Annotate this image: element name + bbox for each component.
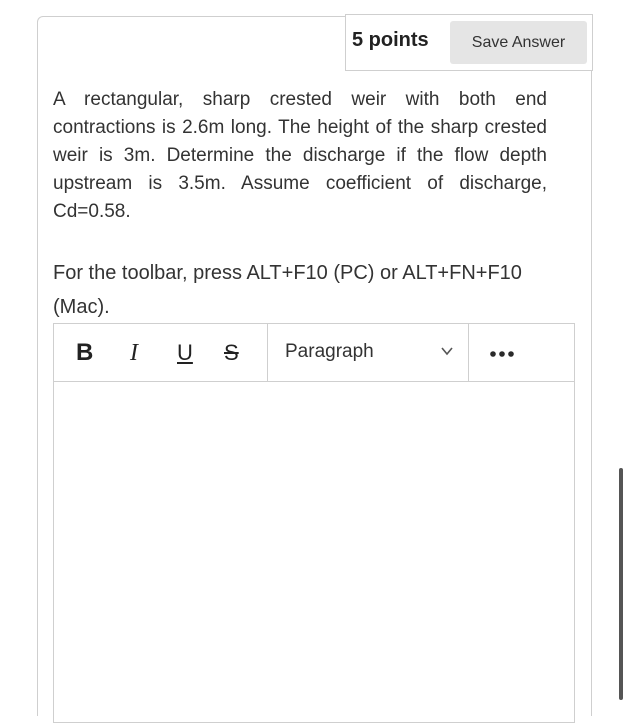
save-answer-button[interactable]: Save Answer bbox=[450, 21, 587, 64]
underline-button[interactable]: U bbox=[177, 340, 193, 365]
question-text: A rectangular, sharp crested weir with both end contractions is 2.6m long. The height of the sharp crested weir is 3m. Determine the discharge if the flow depth upstream is 3.5m. Assume coefficient of discharge, Cd=0.58. bbox=[53, 89, 547, 222]
format-select-value: Paragraph bbox=[285, 341, 374, 362]
paragraph-format-select[interactable] bbox=[268, 324, 468, 381]
scrollbar[interactable] bbox=[619, 468, 623, 700]
ellipsis-icon bbox=[489, 350, 515, 358]
toolbar-hint: For the toolbar, press ALT+F10 (PC) or ALT+FN+F10 (Mac). bbox=[53, 262, 522, 318]
rich-text-editor bbox=[53, 323, 575, 723]
italic-button[interactable]: I bbox=[130, 340, 138, 366]
more-options-button[interactable] bbox=[469, 324, 574, 381]
chevron-down-icon bbox=[440, 344, 454, 358]
points-label: 5 points bbox=[352, 29, 429, 51]
editor-text-area[interactable] bbox=[54, 382, 574, 712]
bold-button[interactable]: B bbox=[76, 339, 94, 366]
strikethrough-button[interactable]: S bbox=[224, 340, 239, 365]
editor-toolbar bbox=[54, 324, 574, 382]
points-box bbox=[345, 14, 593, 71]
